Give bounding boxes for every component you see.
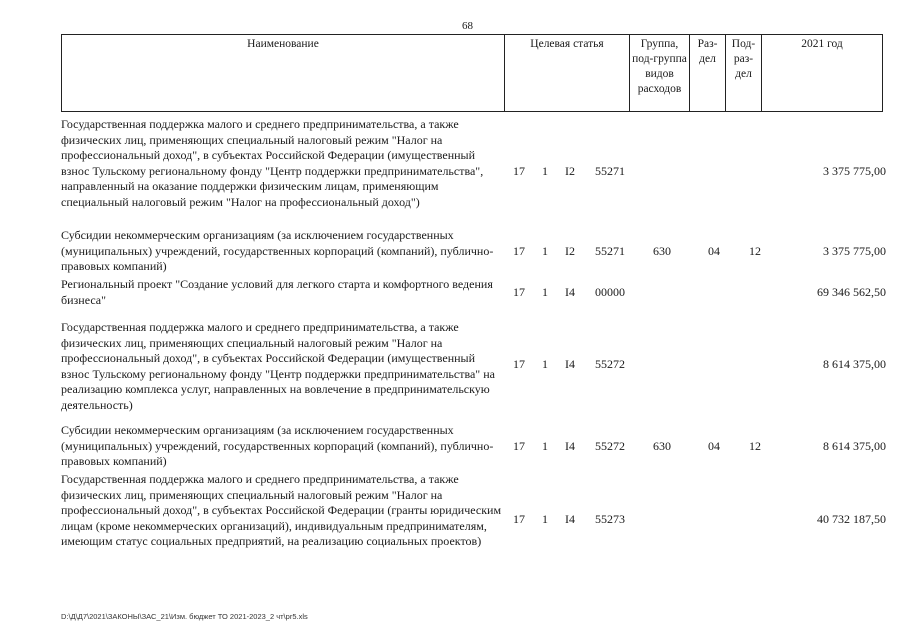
row-name: Региональный проект "Создание условий для легкого старта и комфортного ведения бизнеса" — [61, 277, 493, 307]
row-name: Субсидии некоммерческим организациям (за исключением государственных (муниципальных) учреждений, государственных корпораций (компаний), публично-правовых компаний) — [61, 423, 494, 469]
row-target-code: 55272 — [595, 357, 625, 371]
page-number: 68 — [462, 20, 473, 32]
row-amount: 3 375 775,00 — [823, 164, 886, 178]
row-target-code: 00000 — [595, 285, 625, 299]
row-target-subprogram: 1 — [542, 512, 548, 526]
row-subsection: 12 — [749, 439, 761, 453]
row-target-program: 17 — [513, 439, 525, 453]
row-amount: 3 375 775,00 — [823, 244, 886, 258]
row-target-subprogram: 1 — [542, 357, 548, 371]
header-year: 2021 год — [762, 35, 883, 112]
header-section: Раз-дел — [690, 35, 726, 112]
row-target-code: 55271 — [595, 244, 625, 258]
row-amount: 8 614 375,00 — [823, 357, 886, 371]
row-target-program: 17 — [513, 244, 525, 258]
row-target-code: 55273 — [595, 512, 625, 526]
row-amount: 69 346 562,50 — [817, 285, 886, 299]
header-subsection: Под-раз-дел — [726, 35, 762, 112]
row-target-program: 17 — [513, 357, 525, 371]
row-target-program: 17 — [513, 512, 525, 526]
header-group: Группа, под-группа видов расходов — [630, 35, 690, 112]
row-target-project: I4 — [565, 512, 575, 526]
row-name: Субсидии некоммерческим организациям (за исключением государственных (муниципальных) учреждений, государственных корпораций (компаний), публично-правовых компаний) — [61, 228, 494, 274]
row-target-project: I4 — [565, 285, 575, 299]
row-group: 630 — [653, 439, 671, 453]
row-target-project: I4 — [565, 439, 575, 453]
row-amount: 40 732 187,50 — [817, 512, 886, 526]
row-target-program: 17 — [513, 285, 525, 299]
row-group: 630 — [653, 244, 671, 258]
row-target-subprogram: 1 — [542, 164, 548, 178]
row-subsection: 12 — [749, 244, 761, 258]
row-target-program: 17 — [513, 164, 525, 178]
row-target-subprogram: 1 — [542, 285, 548, 299]
row-name: Государственная поддержка малого и среднего предпринимательства, а также физических лиц, применяющих специальный налоговый режим "Налог на профессиональный доход", в субъектах Российской Федерации (имущественный взнос Тульскому региональному фонду "Центр поддержки предпринимательства", направленный на оказание поддержки физическим лицам, применяющим специальный налоговый режим "Налог на профессиональный доход") — [61, 117, 484, 209]
row-name: Государственная поддержка малого и среднего предпринимательства, а также физических лиц, применяющих специальный налоговый режим "Налог на профессиональный доход", в субъектах Российской Федерации (имущественный взнос Тульскому региональному фонду "Центр поддержки предпринимательства" на реализацию комплекса услуг, направленных на вовлечение в предпринимательскую деятельность) — [61, 320, 495, 412]
file-path-footer: D:\Д\Д7\2021\ЗАКОНЫ\ЗАС_21\Изм. бюджет ТО 2021-2023_2 чт\pr5.xls — [61, 612, 308, 621]
table-header — [61, 34, 883, 112]
row-target-code: 55271 — [595, 164, 625, 178]
row-target-project: I2 — [565, 164, 575, 178]
row-target-subprogram: 1 — [542, 439, 548, 453]
header-target: Целевая статья — [505, 35, 630, 112]
header-name: Наименование — [62, 35, 505, 112]
row-amount: 8 614 375,00 — [823, 439, 886, 453]
row-section: 04 — [708, 439, 720, 453]
row-target-project: I2 — [565, 244, 575, 258]
row-section: 04 — [708, 244, 720, 258]
row-name: Государственная поддержка малого и среднего предпринимательства, а также физических лиц, применяющих специальный налоговый режим "Налог на профессиональный доход", в субъектах Российской Федерации (гранты юридическим лицам (кроме некоммерческих организаций), индивидуальным предпринимателям, имеющим статус социальных предприятий, на реализацию социальных проектов) — [61, 472, 502, 549]
row-target-project: I4 — [565, 357, 575, 371]
row-target-subprogram: 1 — [542, 244, 548, 258]
row-target-code: 55272 — [595, 439, 625, 453]
